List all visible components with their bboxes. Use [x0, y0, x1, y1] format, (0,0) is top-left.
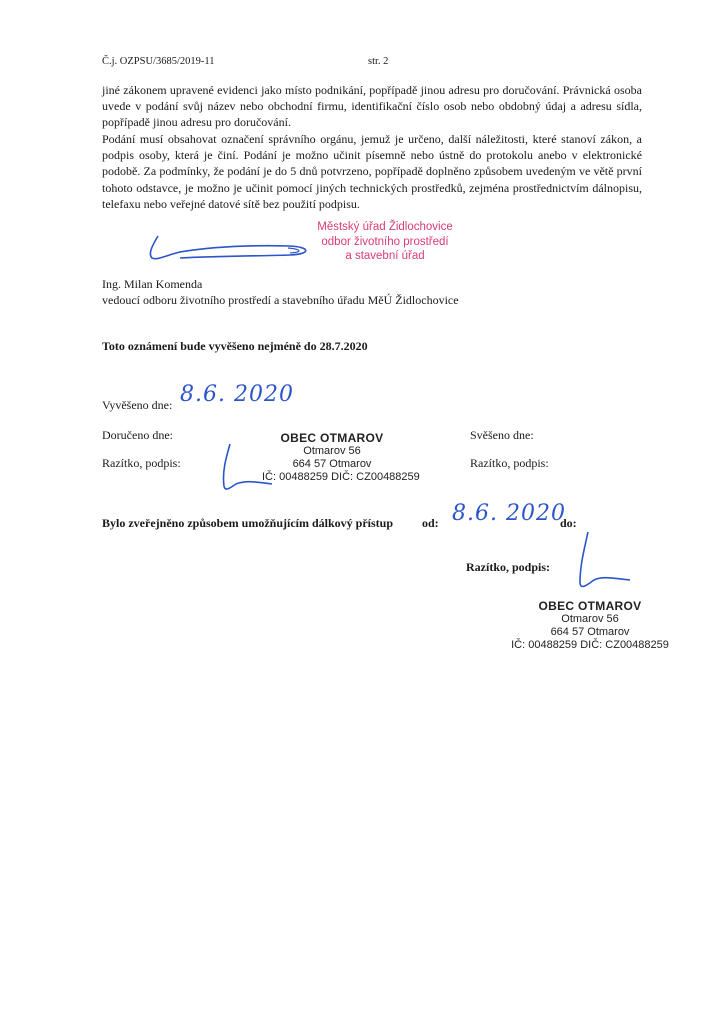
from-label: od:: [422, 516, 439, 530]
municipal-stamp-2: [510, 600, 670, 652]
remote-access-label: Bylo zveřejněno způsobem umožňujícím dálkový přístup: [102, 516, 394, 530]
posting-notice: Toto oznámení bude vyvěšeno nejméně do 28.7.2020: [102, 339, 368, 353]
signatory-role: vedoucí odboru životního prostředí a stavebního úřadu MěÚ Židlochovice: [102, 293, 459, 307]
office-stamp-line-2: odbor životního prostředí: [321, 235, 449, 248]
municipal-stamp-1: [262, 431, 420, 484]
official-signature: [140, 228, 320, 268]
page-number: str. 2: [368, 56, 389, 67]
paragraph-submission: Podání musí obsahovat označení správního orgánu, jemuž je určeno, další náležitosti, které stanoví zákon, a podpis osoby, která je činí. Podání je možno učinit písemně nebo ústně do protokolu anebo v elektronické podobě. Za podmínky, že podání je do 5 dnů potvrzeno, popřípadě doplněno způsobem uvedeným ve větě první tohoto odstavce, je možno je učinit pomocí jiných technických prostředků, zejména prostřednictvím dálnopisu, telefaxu nebo veřejné datové sítě bez použití podpisu.: [102, 132, 642, 211]
office-stamp: [300, 220, 470, 264]
municipal-stamp-address-1: Otmarov 56: [561, 613, 619, 625]
stamp-sign-label-left: Razítko, podpis:: [102, 456, 181, 470]
office-stamp-line-1: Městský úřad Židlochovice: [317, 221, 453, 233]
to-label: do:: [560, 516, 577, 530]
municipal-stamp-name: OBEC OTMAROV: [280, 431, 384, 445]
paragraph-legal-entity: jiné zákonem upravené evidenci jako místo podnikání, popřípadě jinou adresu pro doručování. Právnická osoba uvede v podání svůj název nebo obchodní firmu, identifikační číslo osob nebo obdobný údaj a adresu sídla, popřípadě jinou adresu pro doručování.: [102, 83, 642, 130]
municipal-stamp-address-1: Otmarov 56: [303, 445, 361, 457]
signatory-name: Ing. Milan Komenda: [102, 277, 203, 291]
document-reference: Č.j. OZPSU/3685/2019-11: [102, 56, 215, 67]
signature-remote: [566, 530, 636, 600]
signature-posting: [216, 440, 276, 496]
municipal-stamp-name: OBEC OTMAROV: [538, 599, 642, 613]
stamp-sign-label-remote: Razítko, podpis:: [466, 560, 551, 574]
municipal-stamp-address-2: 664 57 Otmarov: [292, 458, 372, 470]
posted-label: Vyvěšeno dne:: [102, 398, 173, 412]
municipal-stamp-ids: IČ: 00488259 DIČ: CZ00488259: [511, 639, 669, 651]
municipal-stamp-address-2: 664 57 Otmarov: [550, 626, 630, 638]
posted-date-handwritten: 8.6. 2020: [180, 382, 294, 407]
delivered-label: Doručeno dne:: [102, 428, 173, 442]
taken-down-label: Svěšeno dne:: [470, 428, 534, 442]
office-stamp-line-3: a stavební úřad: [345, 250, 425, 262]
municipal-stamp-ids: IČ: 00488259 DIČ: CZ00488259: [262, 471, 420, 483]
from-date-handwritten: 8.6. 2020: [452, 501, 566, 526]
stamp-sign-label-right: Razítko, podpis:: [470, 456, 549, 470]
